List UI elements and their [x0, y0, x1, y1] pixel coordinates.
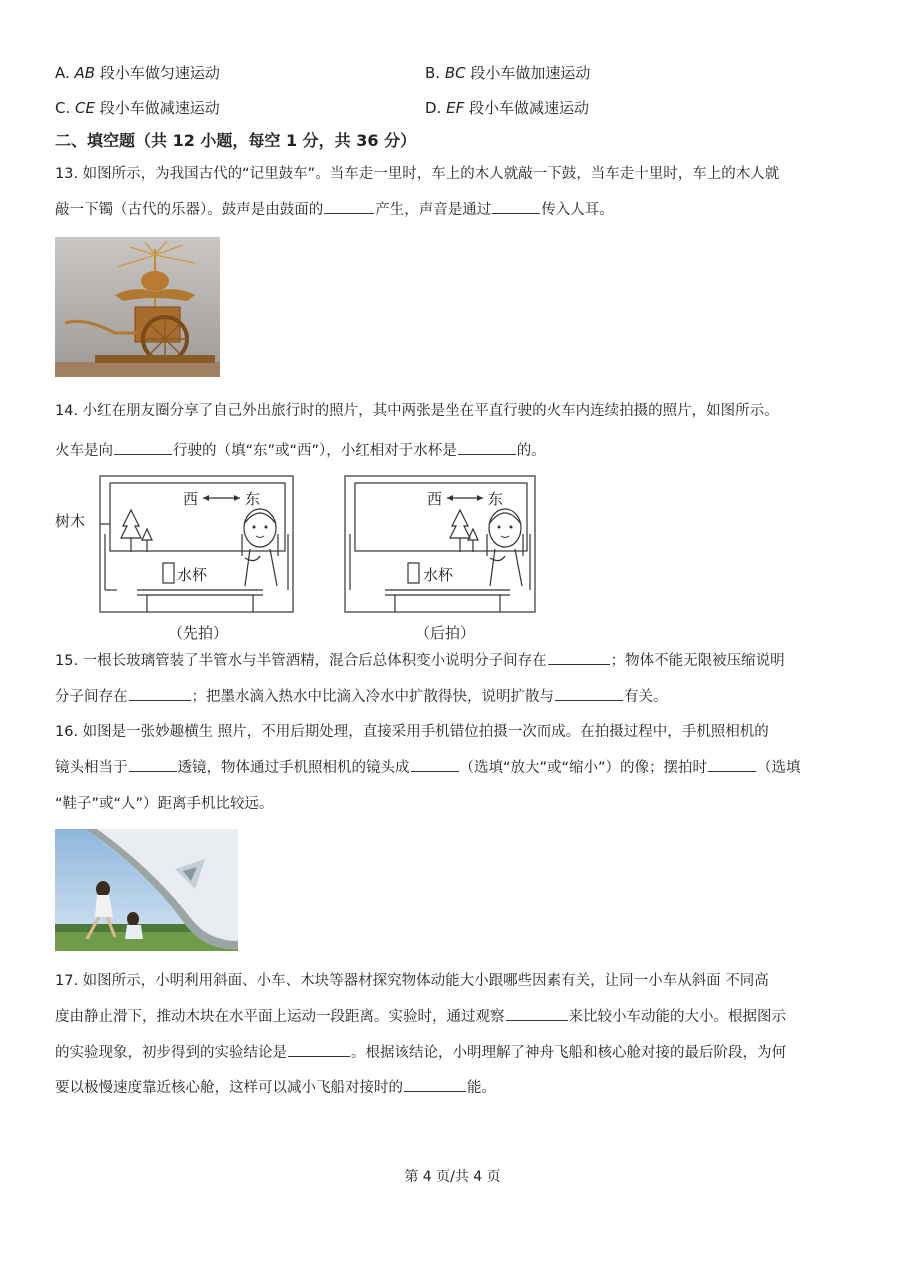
blank[interactable] — [129, 757, 177, 772]
west-label-second: 西 — [427, 490, 443, 508]
east-label-second: 东 — [488, 490, 504, 508]
caption-second: （后拍） — [415, 624, 476, 642]
q17-line3: 的实验现象，初步得到的实验结论是 。根据该结论，小明理解了神舟飞船和核心舱对接的最后阶段，为何 — [55, 1042, 786, 1064]
page-footer: 第 4 页/共 4 页 — [404, 1169, 501, 1185]
q16-line1: 16. 如图是一张妙趣横生 照片，不用后期处理，直接采用手机错位拍摄一次而成。在拍摄过程中，手机照相机的 — [55, 724, 769, 740]
blank[interactable] — [114, 440, 172, 455]
q14-line1: 14. 小红在朋友圈分享了自己外出旅行时的照片，其中两张是坐在平直行驶的火车内连续拍摄的照片，如图所示。 — [55, 403, 779, 419]
section-title: 二、填空题（共 12 小题，每空 1 分，共 36 分） — [55, 131, 417, 150]
q14-line2: 火车是向 行驶的（填“东”或“西”），小红相对于水杯是 的。 — [55, 440, 546, 462]
q15-line1: 15. 一根长玻璃管装了半管水与半管酒精，混合后总体积变小说明分子间存在 ；物体不能无限被压缩说明 — [55, 650, 785, 672]
blank[interactable] — [548, 650, 610, 665]
blank[interactable] — [458, 440, 516, 455]
shoe-illusion-photo — [55, 829, 238, 951]
train-window-figure — [55, 474, 545, 616]
q17-line2: 度由静止滑下，推动木块在水平面上运动一段距离。实验时，通过观察 来比较小车动能的大小。根据图示 — [55, 1006, 786, 1028]
option-a: A. AB 段小车做匀速运动 — [55, 64, 220, 82]
blank[interactable] — [129, 686, 191, 701]
option-d: D. EF 段小车做减速运动 — [425, 99, 589, 117]
cup-label-first: 水杯 — [177, 566, 208, 584]
blank[interactable] — [411, 757, 459, 772]
tree-label: 树木 — [55, 512, 86, 530]
drum-cart-photo — [55, 237, 220, 377]
q13-line2: 敲一下镯（古代的乐器）。鼓声是由鼓面的 产生，声音是通过 传入人耳。 — [55, 199, 614, 221]
q16-line3: “鞋子”或“人”）距离手机比较远。 — [55, 796, 274, 812]
q17-line1: 17. 如图所示，小明利用斜面、小车、木块等器材探究物体动能大小跟哪些因素有关，让同一小车从斜面 不同高 — [55, 973, 769, 989]
q17-line4: 要以极慢速度靠近核心舱，这样可以减小飞船对接时的 能。 — [55, 1077, 496, 1099]
east-label-first: 东 — [245, 490, 261, 508]
caption-first: （先拍） — [168, 624, 229, 642]
cup-label-second: 水杯 — [423, 566, 454, 584]
q15-line2: 分子间存在 ；把墨水滴入热水中比滴入冷水中扩散得快，说明扩散与 有关。 — [55, 686, 668, 708]
blank[interactable] — [324, 199, 374, 214]
blank[interactable] — [288, 1042, 350, 1057]
option-c: C. CE 段小车做减速运动 — [55, 99, 220, 117]
q13-line1: 13. 如图所示，为我国古代的“记里鼓车”。当车走一里时，车上的木人就敲一下鼓，当车走十里时，车上的木人就 — [55, 166, 780, 182]
blank[interactable] — [506, 1006, 568, 1021]
blank[interactable] — [708, 757, 756, 772]
q16-line2: 镜头相当于 透镜，物体通过手机照相机的镜头成 （选填“放大”或“缩小”）的像；摆拍时 （选填 — [55, 757, 801, 779]
blank[interactable] — [555, 686, 623, 701]
option-b: B. BC 段小车做加速运动 — [425, 64, 591, 82]
blank[interactable] — [404, 1077, 466, 1092]
blank[interactable] — [492, 199, 540, 214]
west-label-first: 西 — [183, 490, 199, 508]
